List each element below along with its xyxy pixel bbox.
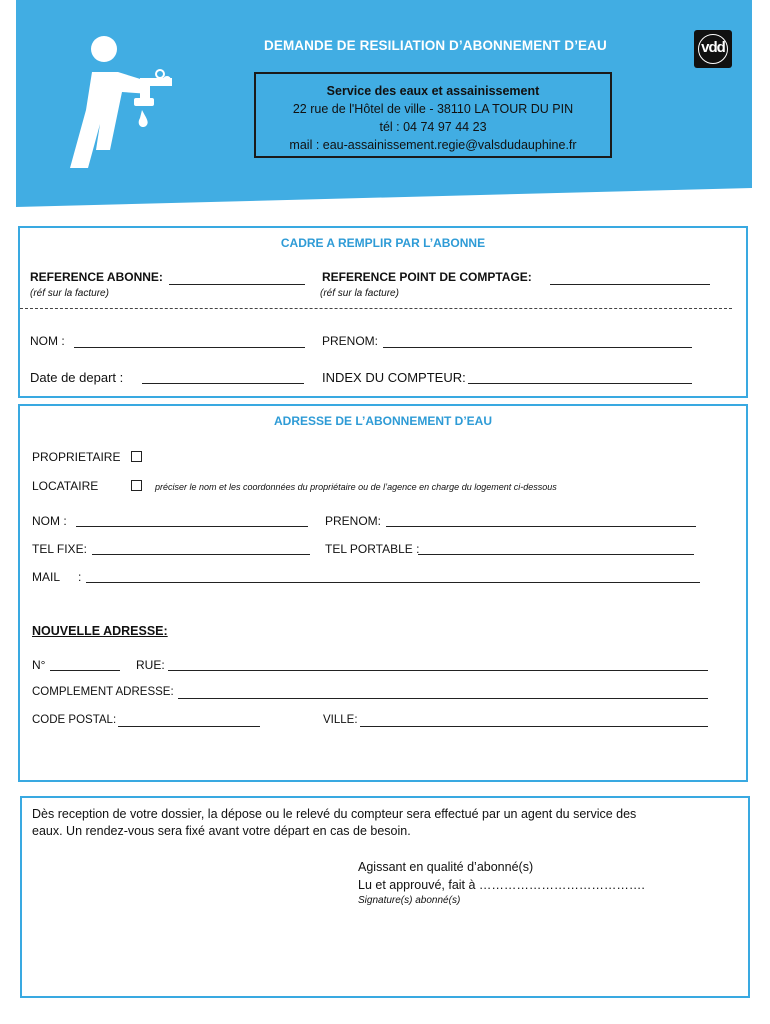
service-address: 22 rue de l'Hôtel de ville - 38110 LA TOUR DU PIN [292, 102, 574, 116]
code-postal-label: CODE POSTAL: [32, 714, 117, 726]
logo-text: vdd [701, 39, 725, 56]
mail-colon: : [78, 570, 82, 584]
service-name: Service des eaux et assainissement [326, 84, 540, 98]
mail-field[interactable] [86, 582, 700, 583]
service-mail: mail : eau-assainissement.regie@valsdudauphine.fr [289, 138, 577, 152]
rue-field[interactable] [168, 670, 708, 671]
locataire-note: préciser le nom et les coordonnées du propriétaire ou de l’agence en charge du logement ci-dessous [155, 482, 557, 492]
proprietaire-checkbox[interactable] [131, 451, 142, 462]
index-compteur-field[interactable] [468, 383, 692, 384]
info-paragraph [32, 806, 742, 840]
rue-label: RUE: [136, 658, 165, 672]
mail-label: MAIL [32, 570, 61, 584]
ref-point-field[interactable] [550, 284, 710, 285]
service-info-box [254, 72, 612, 158]
nom-field[interactable] [74, 347, 305, 348]
vdd-logo [694, 30, 732, 68]
prenom-field[interactable] [383, 347, 692, 348]
date-depart-label: Date de depart : [30, 370, 124, 385]
owner-nom-label: NOM : [32, 514, 67, 528]
ref-point-label: REFERENCE POINT DE COMPTAGE: [322, 270, 532, 284]
numero-field[interactable] [50, 670, 120, 671]
ville-label: VILLE: [323, 714, 358, 726]
ref-point-note: (réf sur la facture) [320, 288, 399, 299]
proprietaire-label: PROPRIETAIRE [32, 450, 121, 464]
ville-field[interactable] [360, 726, 708, 727]
subscriber-section-title: CADRE A REMPLIR PAR L’ABONNE [280, 236, 486, 250]
numero-label: N° [32, 658, 46, 672]
document-title: DEMANDE DE RESILIATION D’ABONNEMENT D’EAU [264, 38, 607, 53]
ref-abonne-label: REFERENCE ABONNE: [30, 270, 163, 284]
complement-field[interactable] [178, 698, 708, 699]
service-phone: tél : 04 74 97 44 23 [379, 120, 487, 134]
tel-fixe-field[interactable] [92, 554, 310, 555]
complement-label: COMPLEMENT ADRESSE: [32, 686, 174, 698]
lu-approuve-text[interactable]: Lu et approuvé, fait à …………………………………. [358, 878, 645, 892]
agissant-text: Agissant en qualité d’abonné(s) [358, 860, 534, 874]
locataire-label: LOCATAIRE [32, 479, 99, 493]
nom-label: NOM : [30, 334, 65, 348]
tel-portable-field[interactable] [418, 554, 694, 555]
info-line-1: Dès reception de votre dossier, la dépose ou le relevé du compteur sera effectué par un agent du service des [32, 807, 637, 821]
owner-nom-field[interactable] [76, 526, 308, 527]
dashed-divider [20, 308, 732, 309]
nouvelle-adresse-heading: NOUVELLE ADRESSE: [32, 624, 168, 638]
owner-prenom-field[interactable] [386, 526, 696, 527]
tel-portable-label: TEL PORTABLE : [325, 542, 420, 556]
ref-abonne-field[interactable] [169, 284, 305, 285]
prenom-label: PRENOM: [322, 334, 379, 348]
ref-abonne-note: (réf sur la facture) [30, 288, 109, 299]
address-section-title: ADRESSE DE L’ABONNEMENT D’EAU [273, 414, 493, 428]
signature-label: Signature(s) abonné(s) [358, 895, 461, 906]
code-postal-field[interactable] [118, 726, 260, 727]
date-depart-field[interactable] [142, 383, 304, 384]
owner-prenom-label: PRENOM: [325, 514, 382, 528]
locataire-checkbox[interactable] [131, 480, 142, 491]
tel-fixe-label: TEL FIXE: [32, 542, 87, 556]
info-line-2: eaux. Un rendez-vous sera fixé avant votre départ en cas de besoin. [32, 824, 411, 838]
index-compteur-label: INDEX DU COMPTEUR: [322, 370, 466, 385]
